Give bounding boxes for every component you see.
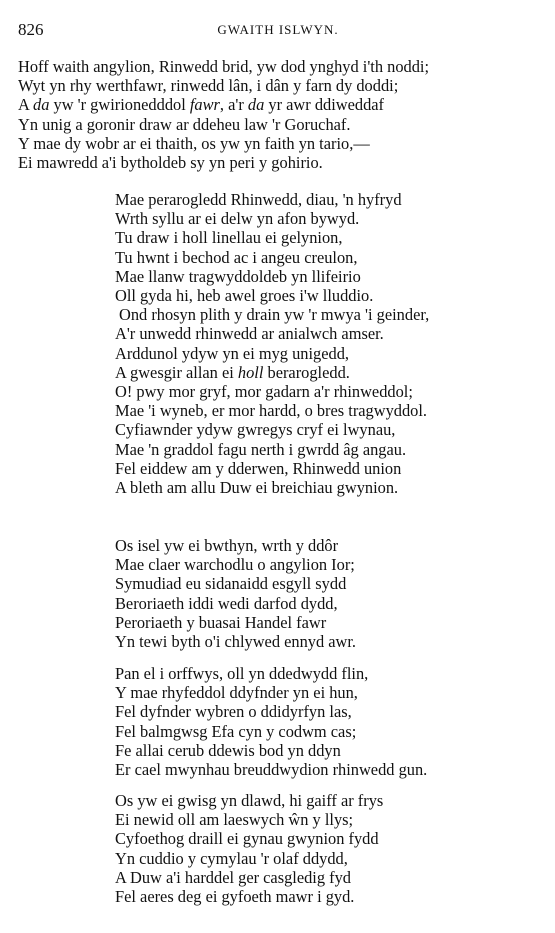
verse-line: Mae 'i wyneb, er mor hardd, o bres tragwyddol. <box>115 401 428 421</box>
verse-line: Ei newid oll am laeswych ŵn y llys; <box>115 810 354 830</box>
verse-line: Pan el i orffwys, oll yn ddedwydd flin, <box>115 664 369 683</box>
stanza-5 <box>115 791 540 906</box>
verse-line: Os yw ei gwisg yn dlawd, hi gaiff ar frys <box>115 791 384 810</box>
verse-line: Tu hwnt i bechod ac i angeu creulon, <box>115 247 358 267</box>
verse-line: Yn tewi byth o'i chlywed ennyd awr. <box>115 631 357 651</box>
verse-line: Er cael mwynhau breuddwydion rhinwedd gun. <box>115 759 428 779</box>
verse-line: Peroriaeth y buasai Handel fawr <box>115 612 327 632</box>
verse-line: Fe allai cerub ddewis bod yn ddyn <box>115 740 341 760</box>
page-header <box>18 20 538 42</box>
verse-line: A Duw a'i harddel ger casgledig fyd <box>115 867 351 887</box>
stanza-3 <box>115 536 540 651</box>
verse-line: O! pwy mor gryf, mor gadarn a'r rhinweddol; <box>115 382 413 401</box>
verse-line: Tu draw i holl linellau ei gelynion, <box>115 228 343 248</box>
verse-line: Mae llanw tragwyddoldeb yn llifeirio <box>115 266 361 286</box>
intro-verse <box>18 57 543 172</box>
verse-line: Mae perarogledd Rhinwedd, diau, 'n hyfryd <box>115 190 402 209</box>
verse-line: Hoff waith angylion, Rinwedd brid, yw dod ynghyd i'th noddi; <box>18 57 430 76</box>
verse-line: Cyfoethog draill ei gynau gwynion fydd <box>115 829 379 849</box>
stanza-4 <box>115 664 540 779</box>
verse-line: Wrth syllu ar ei delw yn afon bywyd. <box>115 209 360 229</box>
verse-line: Arddunol ydyw yn ei myg unigedd, <box>115 343 349 363</box>
page-number: 826 <box>18 20 44 39</box>
verse-line: Yn unig a goronir draw ar ddeheu law 'r Goruchaf. <box>18 114 351 134</box>
verse-line: Fel balmgwsg Efa cyn y codwm cas; <box>115 721 357 741</box>
verse-line: Os isel yw ei bwthyn, wrth y ddôr <box>115 536 339 555</box>
verse-line: Y mae dy wobr ar ei thaith, os yw yn faith yn tario,— <box>18 133 370 153</box>
verse-line: Y mae rhyfeddol ddyfnder yn ei hun, <box>115 683 358 703</box>
running-title: GWAITH ISLWYN. <box>217 22 339 37</box>
verse-line: Wyt yn rhy werthfawr, rinwedd lân, i dân y farn dy doddi; <box>18 76 399 96</box>
verse-line: Oll gyda hi, heb awel groes i'w lluddio. <box>115 285 374 305</box>
verse-line: Ond rhosyn plith y drain yw 'r mwya 'i geinder, <box>119 305 430 325</box>
verse-line: A da yw 'r gwirionedddol fawr, a'r da yr awr ddiweddaf <box>18 95 384 115</box>
stanza-2 <box>115 382 540 497</box>
verse-line: Cyfiawnder ydyw gwregys cryf ei lwynau, <box>115 420 396 440</box>
verse-line: Fel dyfnder wybren o ddidyrfyn las, <box>115 702 352 722</box>
verse-line: A gwesgir allan ei holl berarogledd. <box>115 362 350 382</box>
verse-line: Mae claer warchodlu o angylion Ior; <box>115 555 355 575</box>
verse-line: Yn cuddio y cymylau 'r olaf ddydd, <box>115 848 348 868</box>
verse-line: Mae 'n graddol fagu nerth i gwrdd âg angau. <box>115 439 407 459</box>
verse-line: Symudiad eu sidanaidd esgyll sydd <box>115 574 347 594</box>
verse-line: Fel aeres deg ei gyfoeth mawr i gyd. <box>115 886 355 906</box>
verse-line: Beroriaeth iddi wedi darfod dydd, <box>115 593 338 613</box>
verse-line: A bleth am allu Duw ei breichiau gwynion. <box>115 477 399 497</box>
verse-line: A'r unwedd rhinwedd ar anialwch amser. <box>115 324 384 344</box>
stanza-1 <box>115 190 540 382</box>
verse-line: Fel eiddew am y dderwen, Rhinwedd union <box>115 458 402 478</box>
verse-line: Ei mawredd a'i bytholdeb sy yn peri y gohirio. <box>18 152 323 172</box>
